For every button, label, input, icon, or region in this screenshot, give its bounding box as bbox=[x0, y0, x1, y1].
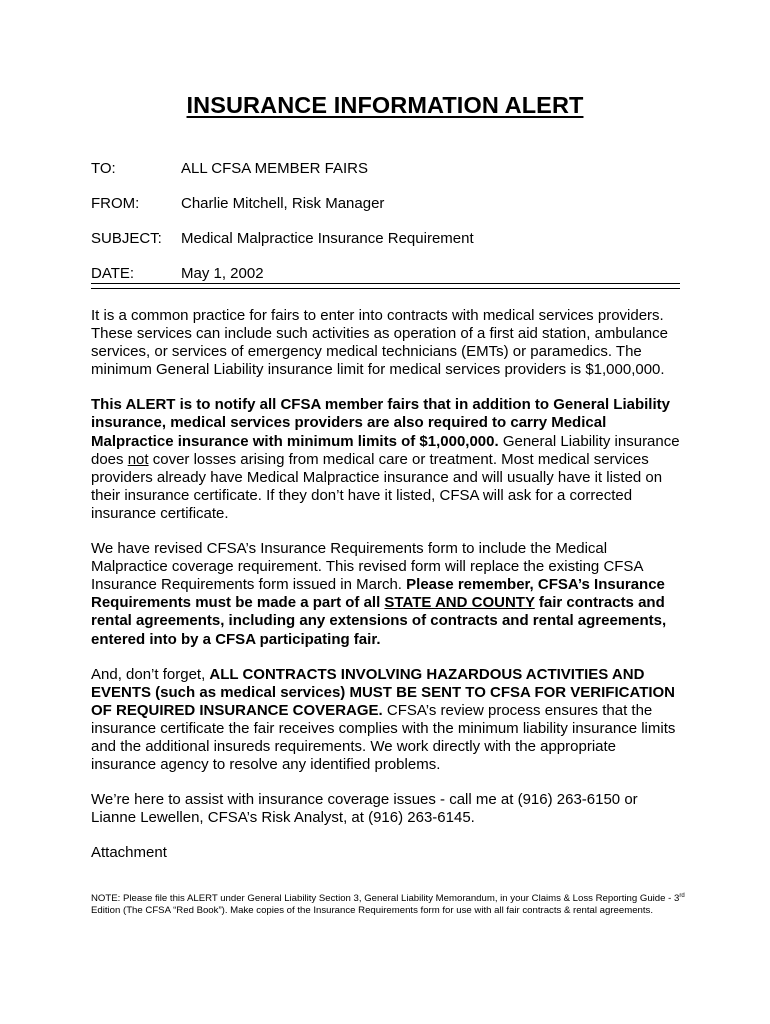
paragraph-3-bold-b: fair contracts and rental agreements, including any extensions of contracts and rental agreements, entered into by a CFSA participating fair. bbox=[91, 594, 667, 648]
paragraph-2-text-a: General Liability insurance does bbox=[91, 432, 680, 468]
header-divider-bottom bbox=[91, 288, 680, 289]
footnote-sup: rd bbox=[679, 892, 685, 899]
paragraph-3-bold-a: Please remember, CFSA’s Insurance Requirements must be made a part of all bbox=[91, 576, 665, 612]
paragraph-3-text: We have revised CFSA’s Insurance Requirements form to include the Medical Malpractice coverage requirement. This revised form will replace the existing CFSA Insurance Requirements form issued in March. bbox=[91, 540, 643, 594]
memo-from-label: FROM: bbox=[91, 195, 140, 212]
paragraph-1 bbox=[91, 307, 681, 379]
footnote-text-a: NOTE: Please file this ALERT under General Liability Section 3, General Liability Memorandum, in your Claims & Loss Reporting Guide - 3 bbox=[91, 893, 680, 904]
memo-from-value: Charlie Mitchell, Risk Manager bbox=[181, 195, 385, 212]
memo-body bbox=[91, 307, 681, 879]
paragraph-1-text: It is a common practice for fairs to enter into contracts with medical services providers. These services can include such activities as operation of a first aid station, ambulance services, or services of emergency medical technicians (EMTs) or paramedics. The minimum General Liability insurance limit for medical services providers is $1,000,000. bbox=[91, 307, 668, 379]
memo-date-label: DATE: bbox=[91, 265, 135, 282]
paragraph-4-text-a: And, don’t forget, bbox=[91, 665, 210, 683]
page-title: INSURANCE INFORMATION ALERT bbox=[186, 92, 584, 118]
attachment-text: Attachment bbox=[91, 844, 167, 862]
footnote-text-b: Edition (The CFSA “Red Book”). Make copies of the Insurance Requirements form for use with all fair contracts & rental agreements. bbox=[91, 905, 654, 917]
paragraph-2-not: not bbox=[127, 450, 149, 468]
memo-to-label: TO: bbox=[91, 160, 116, 177]
paragraph-2-bold: This ALERT is to notify all CFSA member fairs that in addition to General Liability insurance, medical services providers are also required to carry Medical Malpractice insurance with minimum limits of $1,000,000. bbox=[91, 396, 670, 450]
paragraph-2 bbox=[91, 396, 681, 523]
paragraph-5-text: We’re here to assist with insurance coverage issues - call me at (916) 263-6150 or Lianne Lewellen, CFSA’s Risk Analyst, at (916) 263-6145. bbox=[91, 791, 638, 827]
memo-to-value: ALL CFSA MEMBER FAIRS bbox=[181, 160, 368, 177]
paragraph-3 bbox=[91, 540, 681, 649]
memo-from-row bbox=[91, 195, 681, 215]
memo-to-row bbox=[91, 160, 681, 180]
memo-date-value: May 1, 2002 bbox=[181, 265, 264, 282]
paragraph-2-text-b: cover losses arising from medical care or treatment. Most medical services providers already have Medical Malpractice insurance and will usually have it listed on their insurance certificate. If they don’t have it listed, CFSA will ask for a corrected insurance certificate. bbox=[91, 450, 663, 522]
paragraph-3-bold-underlined: STATE AND COUNTY bbox=[384, 594, 535, 612]
footnote bbox=[91, 893, 691, 917]
header-divider-top bbox=[91, 283, 680, 284]
memo-date-row bbox=[91, 265, 681, 285]
paragraph-5 bbox=[91, 791, 681, 827]
paragraph-4-text-b: CFSA’s review process ensures that the insurance certificate the fair receives complies with the minimum liability insurance limits and the additional insureds requirements. We work directly with the appropriate insurance agency to resolve any identified problems. bbox=[91, 701, 676, 774]
paragraph-4 bbox=[91, 666, 681, 775]
memo-subject-label: SUBJECT: bbox=[91, 230, 162, 247]
memo-subject-row bbox=[91, 230, 681, 250]
paragraph-attachment bbox=[91, 844, 681, 862]
paragraph-4-bold: ALL CONTRACTS INVOLVING HAZARDOUS ACTIVITIES AND EVENTS (such as medical services) MUST BE SENT TO CFSA FOR VERIFICATION OF REQUIRED INSURANCE COVERAGE. bbox=[91, 665, 676, 719]
memo-subject-value: Medical Malpractice Insurance Requirement bbox=[181, 230, 474, 247]
